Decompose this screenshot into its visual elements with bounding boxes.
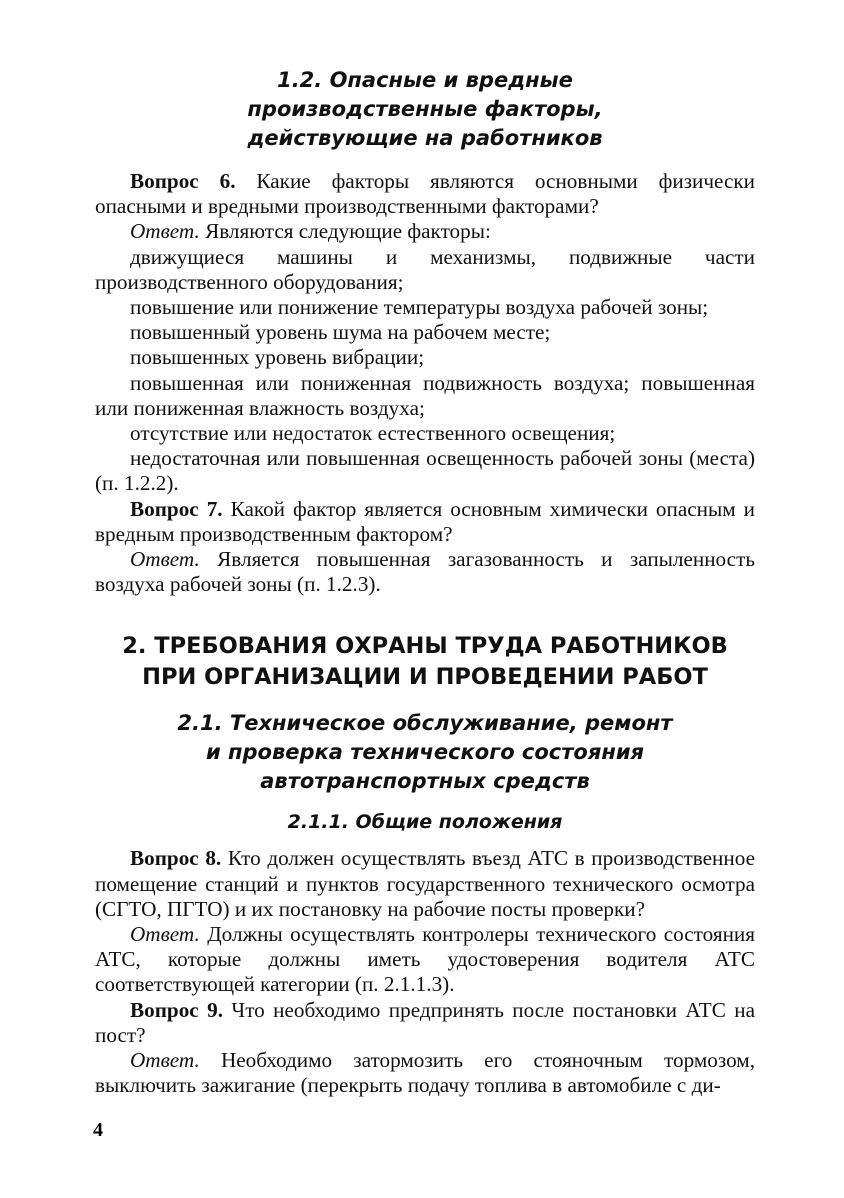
heading-line: и проверка технического состояния bbox=[205, 740, 645, 765]
answer-label: Ответ. bbox=[130, 1048, 200, 1073]
answer-6 bbox=[95, 219, 755, 244]
question-label: Вопрос 9. bbox=[130, 997, 224, 1022]
section-2-heading bbox=[95, 631, 755, 693]
heading-line: 2. ТРЕБОВАНИЯ ОХРАНЫ ТРУДА РАБОТНИКОВ bbox=[122, 633, 728, 660]
question-8 bbox=[95, 846, 755, 922]
question-label: Вопрос 8. bbox=[130, 846, 222, 871]
question-label: Вопрос 7. bbox=[130, 496, 223, 521]
question-7 bbox=[95, 497, 755, 547]
answer-label: Ответ. bbox=[130, 547, 200, 572]
list-item: движущиеся машины и механизмы, подвижные части производственного оборудования; bbox=[95, 244, 755, 294]
question-text: Какой фактор является основным химически опасным и вредным производственным фактором? bbox=[95, 496, 755, 546]
answer-7 bbox=[95, 547, 755, 597]
answer-label: Ответ. bbox=[130, 922, 200, 947]
list-item: повышенный уровень шума на рабочем месте; bbox=[130, 320, 551, 345]
question-6 bbox=[95, 169, 755, 219]
heading-line: автотранспортных средств bbox=[260, 769, 590, 794]
list-item: повышение или понижение температуры воздуха рабочей зоны; bbox=[130, 295, 709, 320]
answer-text: Необходимо затормозить его стояночным тормозом, выключить зажигание (перекрыть подачу топлива в автомобиле с ди- bbox=[95, 1048, 755, 1098]
answer-text: Является повышенная загазованность и запыленность воздуха рабочей зоны (п. 1.2.3). bbox=[95, 547, 755, 597]
question-text: Кто должен осуществлять въезд АТС в производственное помещение станций и пунктов государственного технического осмотра (СГТО, ПГТО) и их постановку на рабочие посты проверки? bbox=[95, 846, 755, 921]
question-text: Что необходимо предпринять после постановки АТС на пост? bbox=[95, 997, 755, 1047]
list-item: отсутствие или недостаток естественного освещения; bbox=[130, 421, 616, 446]
answer-9 bbox=[95, 1048, 755, 1098]
page-content bbox=[95, 66, 755, 1098]
answer-label: Ответ. bbox=[130, 219, 200, 244]
list-item: недостаточная или повышенная освещенность рабочей зоны (места) (п. 1.2.2). bbox=[95, 446, 755, 496]
answer-8 bbox=[95, 922, 755, 998]
section-2-1-heading bbox=[95, 709, 755, 796]
question-label: Вопрос 6. bbox=[130, 169, 236, 193]
heading-line: действующие на работников bbox=[247, 126, 603, 150]
section-2-1-1-body bbox=[95, 846, 755, 1098]
answer-text: Являются следующие факторы: bbox=[199, 219, 491, 244]
list-item: повышенная или пониженная подвижность воздуха; повышенная или пониженная влажность воздуха; bbox=[95, 370, 755, 420]
section-1-2-body bbox=[95, 169, 755, 597]
answer-text: Должны осуществлять контролеры технического состояния АТС, которые должны иметь удостоверения водителя АТС соответствующей категории (п. 2.1.1.3). bbox=[95, 922, 755, 997]
question-9 bbox=[95, 998, 755, 1048]
heading-line: ПРИ ОРГАНИЗАЦИИ И ПРОВЕДЕНИИ РАБОТ bbox=[142, 664, 708, 691]
heading-line: 2.1. Техническое обслуживание, ремонт bbox=[177, 711, 673, 736]
question-text: Какие факторы являются основными физически опасными и вредными производственными факторами? bbox=[95, 169, 755, 219]
list-item: повышенных уровень вибрации; bbox=[130, 345, 425, 370]
page-number: 4 bbox=[93, 1119, 103, 1141]
section-1-2-heading bbox=[95, 66, 755, 153]
heading-line: 1.2. Опасные и вредные bbox=[277, 68, 573, 92]
heading-line: производственные факторы, bbox=[247, 97, 603, 121]
section-2-1-1-heading: 2.1.1. Общие положения bbox=[287, 811, 563, 834]
